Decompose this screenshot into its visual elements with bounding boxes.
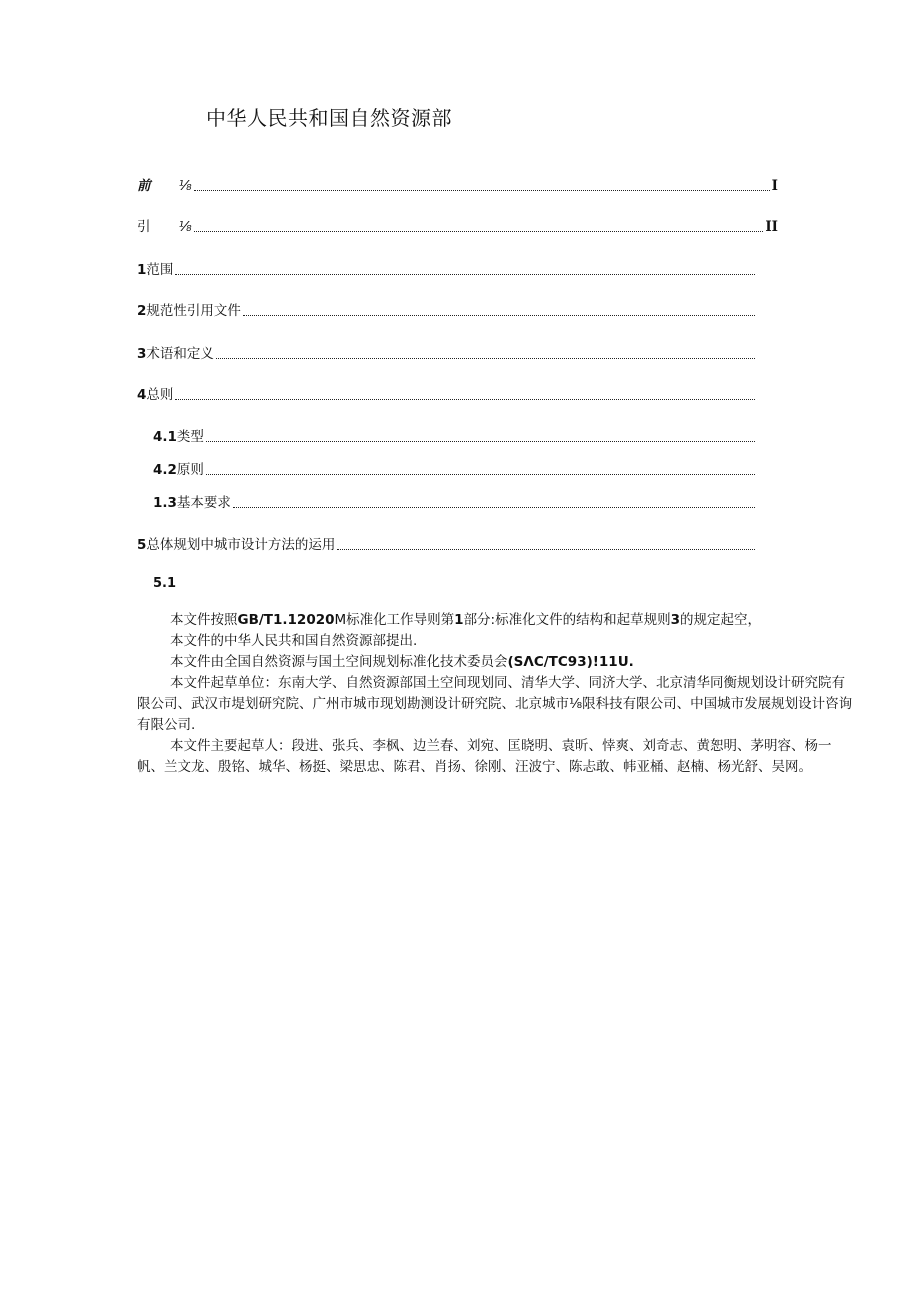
section-number: 5.1 — [153, 576, 177, 591]
toc-entry-number: 1 — [137, 262, 147, 278]
paragraph-drafting-rules: 本文件按照GB/T1.12020M标准化工作导则第1部分:标准化文件的结构和起草规则3的规定起空， — [170, 612, 762, 628]
toc-entry-number: 4 — [137, 387, 147, 403]
toc-entry-label: 规范性引用文件 — [146, 303, 241, 319]
toc-leader-dots — [206, 474, 755, 475]
toc-leader-dots — [194, 190, 770, 191]
toc-leader-dots — [194, 231, 764, 232]
toc-entry-types[interactable] — [153, 428, 757, 446]
toc-entry-terms-definitions[interactable] — [137, 345, 757, 363]
toc-leader-dots — [216, 358, 755, 359]
toc-entry-label: 引 — [137, 219, 151, 235]
toc-entry-page: II — [765, 219, 778, 235]
toc-entry-label: 术语和定义 — [146, 346, 214, 362]
toc-entry-label: 总体规划中城市设计方法的运用 — [146, 537, 336, 553]
toc-entry-number: 1.3 — [153, 495, 177, 511]
toc-entry-label: 前 — [137, 178, 151, 194]
toc-leader-dots — [175, 274, 755, 275]
toc-entry-normative-references[interactable] — [137, 302, 757, 320]
toc-entry-foreword[interactable] — [137, 177, 778, 195]
toc-entry-principles[interactable] — [153, 461, 757, 479]
paragraph-technical-committee: 本文件由全国自然资源与国土空间规划标准化技术委员会(SΛC/TC93)!11U. — [170, 654, 634, 670]
toc-entry-urban-design-method[interactable] — [137, 536, 757, 554]
toc-entry-mark: ⅛ — [178, 178, 192, 194]
toc-entry-general[interactable] — [137, 386, 757, 404]
toc-entry-label: 原则 — [176, 462, 204, 478]
toc-leader-dots — [175, 399, 755, 400]
toc-entry-number: 4.1 — [153, 429, 177, 445]
toc-entry-number: 4.2 — [153, 462, 177, 478]
toc-entry-scope[interactable] — [137, 261, 757, 279]
paragraph-drafters: 本文件主要起草人：段进、张兵、李枫、边兰春、刘宛、匡晓明、袁昕、悻爽、刘奇志、黄恕明、茅明容、杨一帆、兰文龙、殷铭、城华、杨挺、梁思忠、陈君、肖扬、徐刚、汪波宁、陈忐敢、帏亚桶、赵楠、杨光舒、吴网。 — [137, 738, 832, 775]
toc-leader-dots — [233, 507, 755, 508]
paragraph-proposed-by: 本文件的中华人民共和国自然资源部提出. — [170, 633, 418, 649]
toc-entry-label: 基本要求 — [176, 495, 231, 511]
foreword-body — [137, 610, 855, 778]
toc-leader-dots — [337, 549, 755, 550]
toc-entry-number: 5 — [137, 537, 147, 553]
toc-entry-label: 类型 — [176, 429, 204, 445]
toc-entry-mark: ⅛ — [178, 219, 192, 235]
toc-entry-label: 范围 — [146, 262, 174, 278]
toc-leader-dots — [206, 441, 755, 442]
toc-entry-page: I — [771, 178, 778, 194]
document-title: 中华人民共和国自然资源部 — [206, 106, 452, 130]
toc-entry-number: 3 — [137, 346, 147, 362]
toc-leader-dots — [243, 315, 755, 316]
toc-entry-number: 2 — [137, 303, 147, 319]
toc-entry-label: 总则 — [146, 387, 174, 403]
toc-entry-introduction[interactable] — [137, 218, 778, 236]
toc-entry-basic-requirements[interactable] — [153, 494, 757, 512]
paragraph-drafting-units: 本文件起草单位：东南大学、自然资源部国土空间现划同、清华大学、同济大学、北京清华同衡规划设计研究院有限公司、武汉市堤划研究院、广州市城市现划勘测设计研究院、北京城市⅛限科技有限公司、中国城市发展规划设计咨询有限公司. — [137, 675, 853, 733]
